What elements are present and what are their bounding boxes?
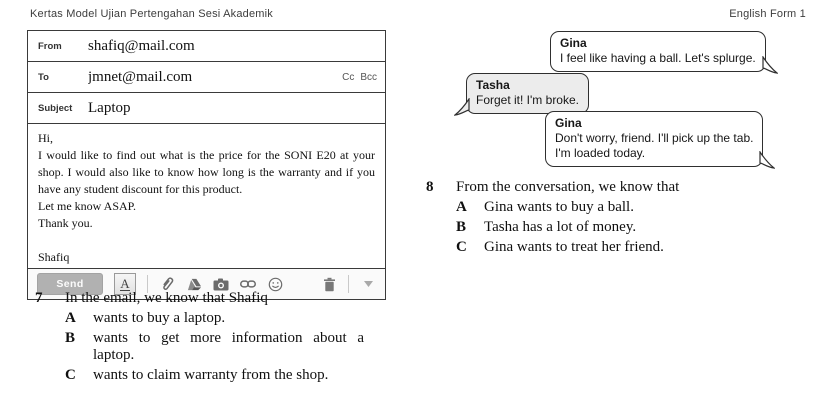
option-text: wants to claim warranty from the shop.: [93, 367, 329, 383]
option-c: [456, 239, 753, 256]
option-letter: C: [456, 239, 467, 255]
question-number: 7: [35, 290, 43, 306]
option-a: [456, 199, 753, 216]
question-7: [27, 290, 364, 387]
cc-bcc-group: [342, 72, 377, 83]
question-text: From the conversation, we know that: [456, 179, 680, 195]
subject-label: Subject: [38, 102, 73, 114]
option-text: Tasha has a lot of money.: [484, 219, 637, 235]
option-text: wants to get more information about a laptop.: [93, 330, 364, 363]
email-from-row: [28, 31, 385, 62]
chat-sender: Tasha: [476, 78, 510, 92]
chat-bubble-gina-1: [550, 31, 766, 72]
question-text: In the email, we know that Shafiq: [65, 290, 268, 306]
option-letter: B: [456, 219, 467, 235]
email-line-asap: Let me know ASAP.: [38, 199, 137, 213]
chat-sender: Gina: [555, 116, 582, 130]
subject-field: Laptop: [88, 99, 131, 116]
email-greeting: Hi,: [38, 131, 53, 145]
email-paragraph: I would like to find out what is the price for the SONI E20 at your shop. I would also like to know how long is the warranty and if you have any student discount for this product.: [38, 148, 375, 196]
bubble-tail-right: [759, 151, 775, 174]
question-8: [418, 179, 753, 259]
chat-message-line: I'm loaded today.: [555, 146, 646, 160]
to-field: jmnet@mail.com: [88, 68, 193, 85]
bubble-tail-left: [454, 98, 470, 121]
chat-bubble-tasha: [466, 73, 589, 114]
chat-message-line: I feel like having a ball. Let's splurge.: [560, 51, 756, 65]
page-header-title: Kertas Model Ujian Pertengahan Sesi Akademik: [30, 8, 273, 20]
formatting-a-icon: A: [120, 275, 130, 291]
email-body: [28, 124, 385, 268]
email-blank-line: [38, 232, 375, 249]
email-compose-panel: [27, 30, 386, 300]
from-label: From: [38, 40, 62, 52]
chat-bubble-gina-2: [545, 111, 763, 167]
email-signature: Shafiq: [38, 250, 70, 264]
email-subject-row: [28, 93, 385, 124]
option-c: [65, 367, 364, 384]
option-letter: B: [65, 330, 76, 346]
option-a: [65, 310, 364, 327]
email-to-row: [28, 62, 385, 93]
option-b: [456, 219, 753, 236]
option-text: Gina wants to buy a ball.: [484, 199, 634, 215]
option-b: [65, 330, 364, 364]
chat-sender: Gina: [560, 36, 587, 50]
from-field: shafiq@mail.com: [88, 37, 195, 54]
to-label: To: [38, 71, 49, 83]
send-button[interactable]: Send: [37, 273, 103, 295]
option-letter: A: [65, 310, 76, 326]
option-letter: C: [65, 367, 76, 383]
cc-button[interactable]: Cc: [342, 71, 355, 83]
page-header-subject: English Form 1: [729, 8, 806, 20]
option-letter: A: [456, 199, 467, 215]
chat-message-line: Forget it! I'm broke.: [476, 93, 579, 107]
question-number: 8: [426, 179, 434, 195]
email-line-thanks: Thank you.: [38, 216, 93, 230]
option-text: wants to buy a laptop.: [93, 310, 226, 326]
option-text: Gina wants to treat her friend.: [484, 239, 664, 255]
chat-message-line: Don't worry, friend. I'll pick up the tab.: [555, 131, 754, 145]
bcc-button[interactable]: Bcc: [360, 71, 377, 83]
bubble-tail-right: [762, 56, 778, 79]
